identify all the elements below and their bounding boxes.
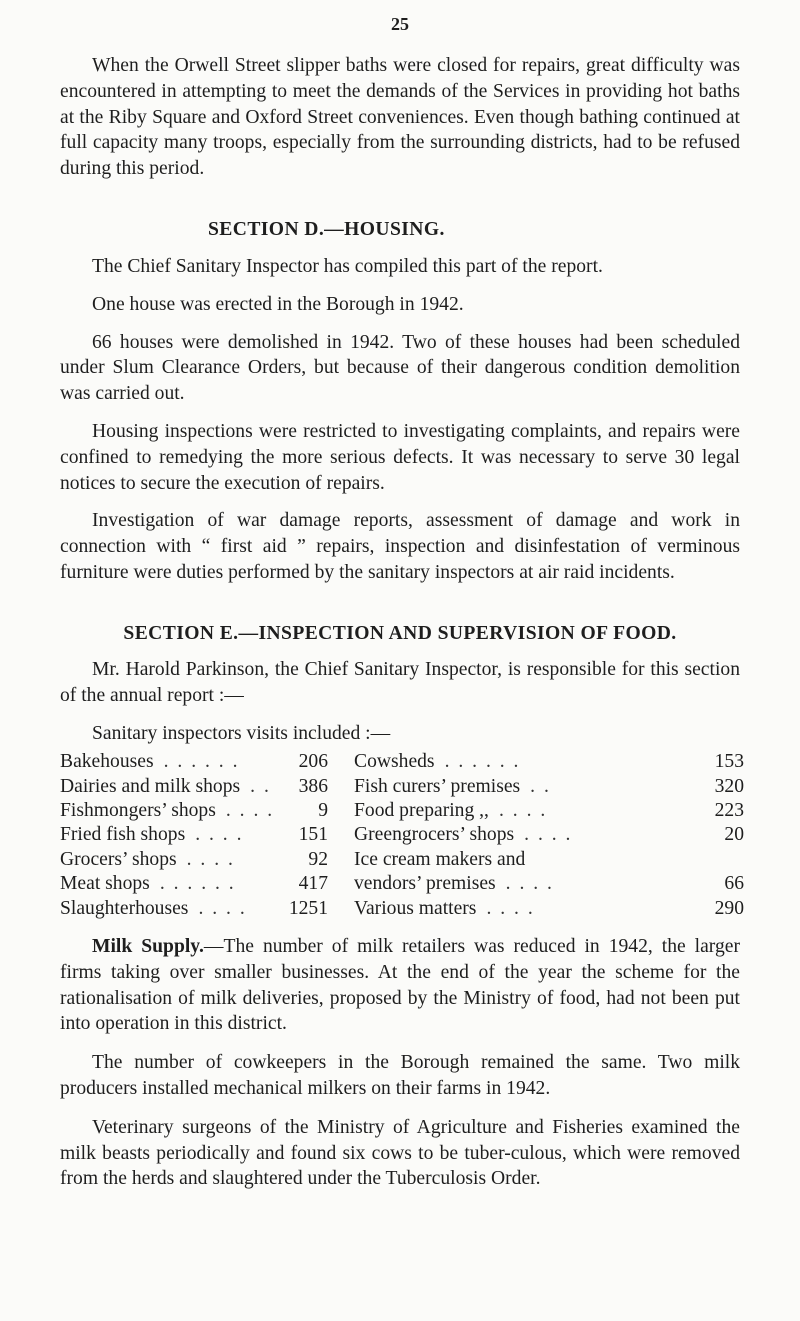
food-intro-paragraph: Mr. Harold Parkinson, the Chief Sanitary Inspector, is responsible for this section of the annual report :— <box>60 658 740 706</box>
visit-value: 206 <box>298 751 328 773</box>
visit-value <box>684 848 744 872</box>
visit-label: Fishmongers’ shops . . . . <box>60 799 275 821</box>
table-row <box>60 799 744 823</box>
visits-intro: Sanitary inspectors visits included :— <box>92 723 391 745</box>
visit-label: Fried fish shops . . . . <box>60 824 244 846</box>
visit-value: 290 <box>714 897 744 919</box>
visit-label: Various matters . . . . <box>354 897 535 919</box>
visit-label: Food preparing ,, . . . . <box>354 799 548 821</box>
visit-value: 20 <box>724 824 744 846</box>
table-row <box>60 872 744 896</box>
housing-paragraph: The Chief Sanitary Inspector has compiled this part of the report. <box>92 255 603 277</box>
milk-supply-paragraph <box>60 934 740 1037</box>
section-d-heading: SECTION D.—HOUSING. <box>208 218 445 240</box>
table-row <box>60 750 744 774</box>
housing-paragraph: 66 houses were demolished in 1942. Two of these houses had been scheduled under Slum Clearance Orders, but because of their dangerous condition demolition was carried out. <box>60 331 740 405</box>
visit-label: Cowsheds . . . . . . <box>354 751 521 773</box>
visit-value: 153 <box>714 751 744 773</box>
housing-paragraph: Housing inspections were restricted to investigating complaints, and repairs were confined to remedying the more serious defects. It was necessary to serve 30 legal notices to secure the execution of repairs. <box>60 420 740 494</box>
visit-label: Grocers’ shops . . . . <box>60 848 235 870</box>
visit-value: 386 <box>298 775 328 797</box>
visit-label: Meat shops . . . . . . <box>60 873 236 895</box>
visit-value: 223 <box>714 799 744 821</box>
visit-value: 66 <box>724 873 744 895</box>
visit-label: vendors’ premises . . . . <box>354 873 554 895</box>
visit-label: Slaughterhouses . . . . <box>60 897 247 919</box>
table-row <box>60 897 744 921</box>
visit-label: Fish curers’ premises . . <box>354 775 551 797</box>
visit-label: Dairies and milk shops . . <box>60 775 271 797</box>
visits-table <box>60 750 744 921</box>
visit-value: 151 <box>298 824 328 846</box>
cowkeepers-paragraph: The number of cowkeepers in the Borough remained the same. Two milk producers installed mechanical milkers on their farms in 1942. <box>60 1052 740 1099</box>
housing-paragraph: One house was erected in the Borough in 1942. <box>92 293 464 315</box>
section-e-heading: SECTION E.—INSPECTION AND SUPERVISION OF FOOD. <box>123 622 677 644</box>
milk-supply-lead: Milk Supply. <box>92 935 204 957</box>
intro-paragraph: When the Orwell Street slipper baths were closed for repairs, great difficulty was encountered in attempting to meet the demands of the Services in providing hot baths at the Riby Square and Oxford Street conveniences. Even though bathing continued at full capacity many troops, especially from the surrounding districts, had to be refused during this period. <box>60 55 740 180</box>
housing-paragraph: Investigation of war damage reports, assessment of damage and work in connection with “ first aid ” repairs, inspection and disinfestation of verminous furniture were duties performed by the sanitary inspectors at air raid incidents. <box>60 510 740 583</box>
page-number: 25 <box>391 14 409 34</box>
visit-value: 320 <box>714 775 744 797</box>
visit-label: Ice cream makers and <box>354 848 526 870</box>
table-row <box>60 848 744 872</box>
document-page <box>60 14 744 1192</box>
table-row <box>60 775 744 799</box>
visit-value: 9 <box>318 799 328 821</box>
milk-supply-text: —The number of milk retailers was reduced in 1942, the larger firms taking over smaller businesses. At the end of the year the scheme for the rationalisation of milk deliveries, proposed by the Ministry of food, had not been put into operation in this district. <box>60 935 740 1035</box>
visit-label: Bakehouses . . . . . . <box>60 751 240 773</box>
visit-value: 417 <box>298 873 328 895</box>
table-row <box>60 823 744 847</box>
visit-value: 92 <box>308 848 328 870</box>
visit-label: Greengrocers’ shops . . . . <box>354 824 573 846</box>
visit-value: 1251 <box>288 897 328 919</box>
veterinary-paragraph: Veterinary surgeons of the Ministry of Agriculture and Fisheries examined the milk beasts periodically and found six cows to be tuber-culous, which were removed from the herds and slaughtered under the Tuberculosis Order. <box>60 1116 740 1190</box>
